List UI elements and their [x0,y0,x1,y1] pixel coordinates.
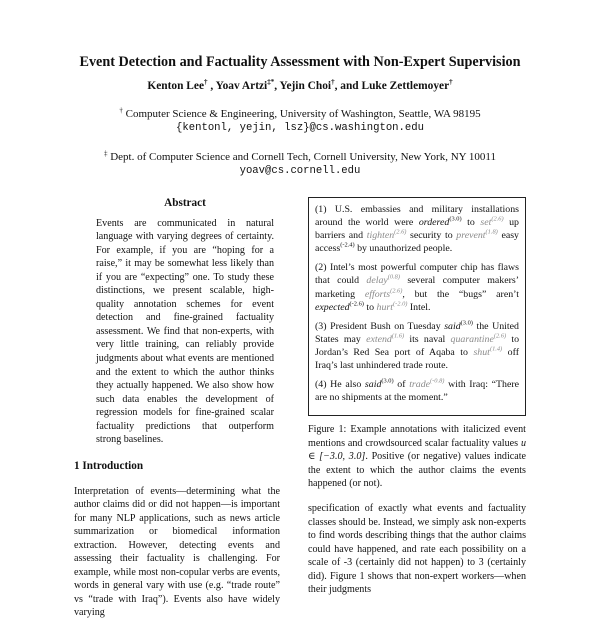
figure-caption [308,423,526,491]
abstract-heading: Abstract [164,197,206,209]
affiliation-mark: ‡ [103,149,108,158]
factuality-score: (2.6) [394,228,407,236]
event-mention: delay [366,275,388,287]
body-text: specification of exactly what events and factuality classes should be. Instead, we simply ask non-experts to find words describing things that the author claims could have happened, and rate each possibility on a scale of -3 (certainly did not happen) to 3 (certainly did). Figure 1 shows that non-expert workers—when their judgments [308,503,526,596]
affiliation-text: Dept. of Computer Science and Cornell Tech, Cornell University, New York, NY 10011 [110,151,497,163]
introduction-section [74,460,280,620]
factuality-score: (1.4) [489,345,503,353]
figure-example-4 [315,378,519,404]
figure-example-2 [315,261,519,313]
right-column-body [308,502,526,597]
factuality-score: (1.8) [485,228,498,236]
introduction-heading: 1 Introduction [74,460,144,472]
example-text: by unauthorized people. [354,243,453,255]
factuality-score: (2.6) [493,332,507,340]
example-text: its naval [404,333,451,345]
author-mark: † [331,78,335,87]
figure-1-box [308,197,526,416]
affiliation-email: {kentonl, yejin, lsz}@cs.washington.edu [176,122,424,134]
example-text: to Jordan’s Red Sea port of Aqaba to [315,333,520,358]
event-mention: prevent [456,230,486,242]
example-text: to [363,301,377,313]
affiliation-text: Computer Science & Engineering, University of Washington, Seattle, WA 98195 [125,108,481,120]
factuality-score: (0.8) [387,274,401,282]
caption-part-a: Figure 1: Example annotations with italicized event mentions and crowdsourced scalar factuality values [308,424,526,449]
example-text: security to [406,230,457,242]
factuality-score: (-2.6) [349,300,364,308]
affiliation-uw [0,107,600,135]
example-text: the United States may [315,320,519,345]
event-mention: trade [409,379,431,391]
example-text: , but the “bugs” aren’t [402,288,519,300]
factuality-score: (-2.0) [393,300,408,308]
factuality-score: (-0.8) [430,377,445,385]
figure-example-3 [315,320,519,372]
affiliation-cornell [0,150,600,178]
author-line [0,80,600,92]
author-separator: , [274,80,280,92]
example-text: up barriers and [315,217,519,242]
factuality-score: (3.0) [449,215,462,223]
event-mention: set [480,217,492,229]
example-text: easy [497,230,519,242]
event-mention: tighten [366,230,395,242]
affiliation-mark: † [119,106,123,115]
factuality-score: (3.0) [381,377,394,385]
introduction-text: Interpretation of events—determining what the author claims did or did not happen—is important for many NLP applications, such as news article summarization or biomedical information extraction. However, detecting events and assessing their factuality is challenging. For example, while most non-copular verbs are events, words in general vary with use (e.g. “trade route” vs “trade with Iraq”). Events also have widely varying [74,485,280,619]
abstract-section [90,197,280,447]
factuality-score: (3.0) [460,319,473,327]
example-prefix: (3) President Bush on Tuesday [315,320,445,332]
event-mention: expected [315,301,350,313]
paper-title: Event Detection and Factuality Assessment with Non-Expert Supervision [79,54,521,70]
example-text: with Iraq: “There are no shipments at the moment.” [315,379,520,404]
author-separator: , [207,80,216,92]
example-text: several computer makers’ marketing [315,275,520,300]
event-mention: hurt [376,301,394,313]
author-name: Yejin Choi [279,80,332,92]
author-mark: † [204,78,208,87]
event-mention: said [364,379,382,391]
event-mention: access [315,243,341,255]
example-text: to [461,217,481,229]
event-mention: quarantine [450,333,494,345]
example-prefix: (4) He also [315,379,365,391]
example-text: off Iraq’s last unhindered trade route. [315,346,519,372]
example-prefix: (1) U.S. embassies and military installations around the world were [315,204,519,229]
author-separator: , and [334,80,362,92]
factuality-score: (-2.4) [340,241,355,249]
author-name: Luke Zettlemoyer [361,80,450,92]
example-text: Intel. [407,301,431,313]
example-text: of [393,379,410,391]
author-mark: ‡* [267,78,275,87]
event-mention: shut [473,346,490,358]
affiliation-email: yoav@cs.cornell.edu [239,165,361,177]
event-mention: extend [366,333,392,345]
abstract-text: Events are communicated in natural language with varying degrees of certainty. For example, if you are “hoping for a raise,” it may be somewhat less likely than if you are “expecting” one. To study these distinctions, we present scalable, high-quality annotation schemes for event detection and fine-grained factuality assessment. We find that non-experts, with very little training, can reliably provide judgments about what events are mentioned and the extent to which the author thinks they actually happened. We also show how such data enables the development of regression models for fine-grained scalar factuality predictions that outperform strong baselines. [96,217,274,446]
author-mark: † [449,78,453,87]
event-mention: said [444,320,461,332]
factuality-score: (2.6) [390,287,403,295]
caption-part-b: . Positive (or negative) values indicate the extent to which the author claims the events happened (or not). [308,451,526,490]
factuality-score: (2.6) [491,215,504,223]
factuality-score: (1.6) [391,332,405,340]
example-prefix: (2) Intel’s most powerful computer chip has flaws that could [315,262,519,287]
author-name: Kenton Lee [147,80,205,92]
event-mention: ordered [418,217,450,229]
author-name: Yoav Artzi [215,80,268,92]
figure-example-1 [315,203,519,255]
event-mention: efforts [364,288,391,300]
caption-math: u ∈ [−3.0, 3.0] [308,437,526,463]
